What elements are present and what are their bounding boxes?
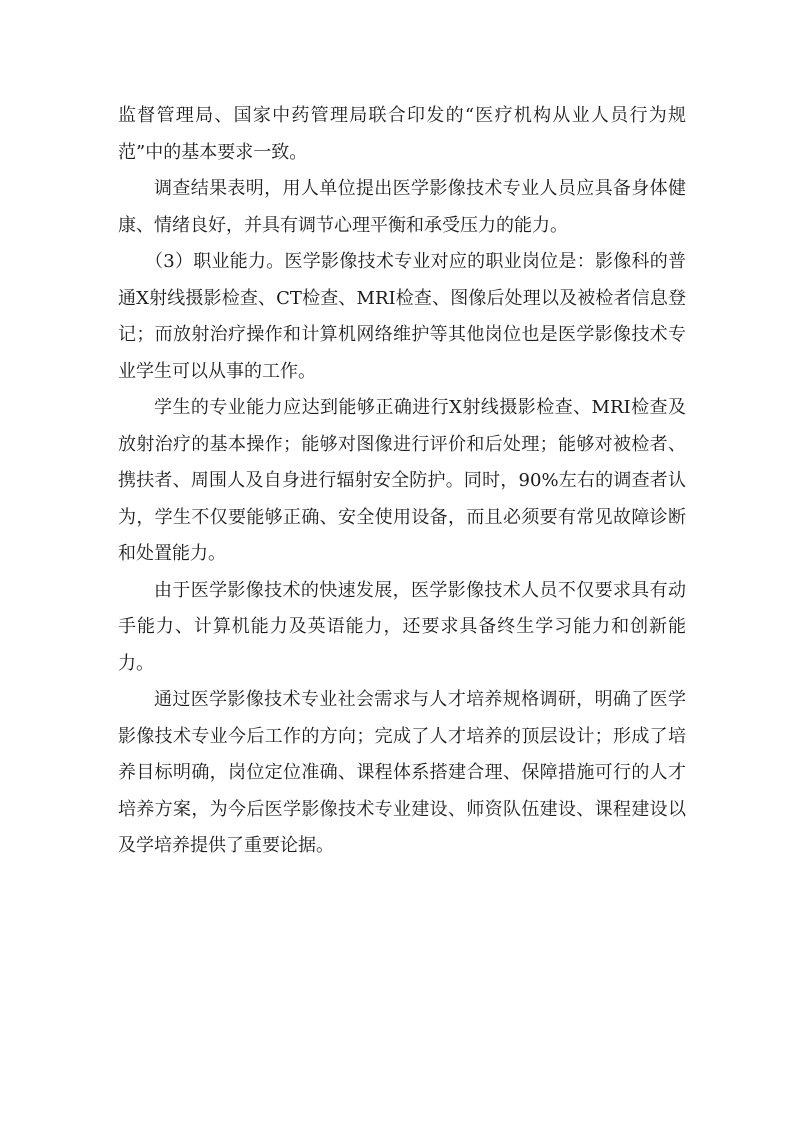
paragraph-technology-development: 由于医学影像技术的快速发展，医学影像技术人员不仅要求具有动手能力、计算机能力及英语能力，还要求具备终生学习能力和创新能力。 [118, 579, 686, 674]
document-body [118, 98, 686, 865]
paragraph-continuation: 监督管理局、国家中药管理局联合印发的“医疗机构从业人员行为规范”中的基本要求一致。 [118, 105, 686, 163]
paragraph-professional-ability: （3）职业能力。医学影像技术专业对应的职业岗位是：影像科的普通X射线摄影检查、CT检查、MRI检查、图像后处理以及被检者信息登记；而放射治疗操作和计算机网络维护等其他岗位也是医学影像技术专业学生可以从事的工作。 [118, 251, 686, 382]
paragraph-student-skills: 学生的专业能力应达到能够正确进行X射线摄影检查、MRI检查及放射治疗的基本操作；能够对图像进行评价和后处理；能够对被检者、携扶者、周围人及自身进行辐射安全防护。同时，90%左右的调查者认为，学生不仅要能够正确、安全使用设备，而且必须要有常见故障诊断和处置能力。 [118, 397, 686, 564]
paragraph-conclusion: 通过医学影像技术专业社会需求与人才培养规格调研，明确了医学影像技术专业今后工作的方向；完成了人才培养的顶层设计；形成了培养目标明确，岗位定位准确、课程体系搭建合理、保障措施可行的人才培养方案，为今后医学影像技术专业建设、师资队伍建设、课程建设以及学培养提供了重要论据。 [118, 689, 686, 856]
paragraph-survey-results: 调查结果表明，用人单位提出医学影像技术专业人员应具备身体健康、情绪良好，并具有调节心理平衡和承受压力的能力。 [118, 178, 686, 236]
